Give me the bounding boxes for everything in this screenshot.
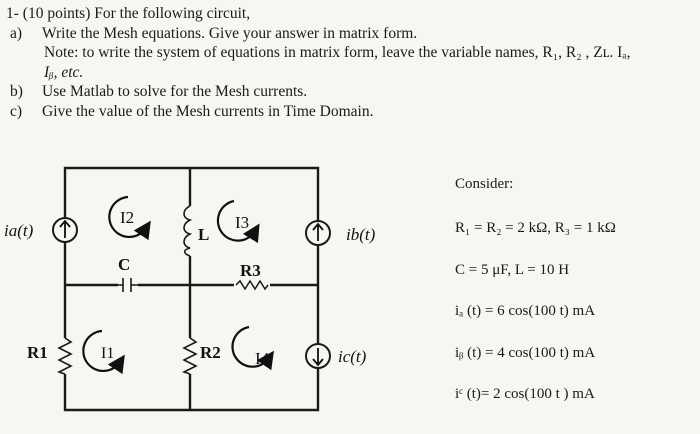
mesh-4-label: I4 <box>255 349 270 368</box>
part-a-label: a) <box>10 24 23 42</box>
part-c-label: c) <box>10 102 23 120</box>
source-ic <box>306 344 330 368</box>
part-b-text: Use Matlab to solve for the Mesh currents. <box>42 83 308 100</box>
mesh-2-label: I2 <box>120 208 135 227</box>
resistor-r3 <box>234 280 270 290</box>
ib-expression: iᵦ (t) = 4 cos(100 t) mA <box>455 345 596 361</box>
ic-expression: iᶜ (t)= 2 cos(100 t ) mA <box>455 386 595 402</box>
resistor-r1-label: R1 <box>27 343 48 362</box>
ia-expression: iₐ (t) = 6 cos(100 t) mA <box>455 303 596 319</box>
note-line-1: Note: to write the system of equations in matrix form, leave the variable names, R₁, R₂ , Zʟ. Iₐ, <box>44 44 631 61</box>
capacitor-c <box>112 278 142 292</box>
source-ib-label: ib(t) <box>346 225 376 244</box>
note-line-2: Iᵦ, etc. <box>44 63 84 81</box>
source-ic-label: ic(t) <box>338 347 367 366</box>
part-a <box>6 24 696 44</box>
resistor-r3-label: R3 <box>240 261 261 280</box>
question-text <box>6 4 696 121</box>
resistor-r2-label: R2 <box>200 343 221 362</box>
capacitor-label: C <box>118 255 131 274</box>
mesh-3-label: I3 <box>235 213 250 232</box>
consider-title: Consider: <box>455 176 514 192</box>
part-b <box>6 82 696 102</box>
part-c <box>6 102 696 122</box>
circuit-diagram <box>0 150 440 434</box>
part-b-label: b) <box>10 83 23 100</box>
inductor-l <box>182 206 196 256</box>
resistor-values: R₁ = R₂ = 2 kΩ, R₃ = 1 kΩ <box>455 220 616 236</box>
question-header: 1- (10 points) For the following circuit, <box>6 5 251 22</box>
source-ia-label: ia(t) <box>4 221 34 240</box>
resistor-r1 <box>59 338 71 374</box>
mesh-1-label: I1 <box>101 345 115 362</box>
resistor-r2 <box>184 338 196 374</box>
part-a-text: Write the Mesh equations. Give your answer in matrix form. <box>42 24 418 42</box>
inductor-label: L <box>198 225 210 244</box>
source-ia <box>53 218 77 242</box>
cap-ind-values: C = 5 μF, L = 10 H <box>455 262 570 278</box>
part-c-text: Give the value of the Mesh currents in Time Domain. <box>42 102 374 120</box>
source-ib <box>306 221 330 245</box>
